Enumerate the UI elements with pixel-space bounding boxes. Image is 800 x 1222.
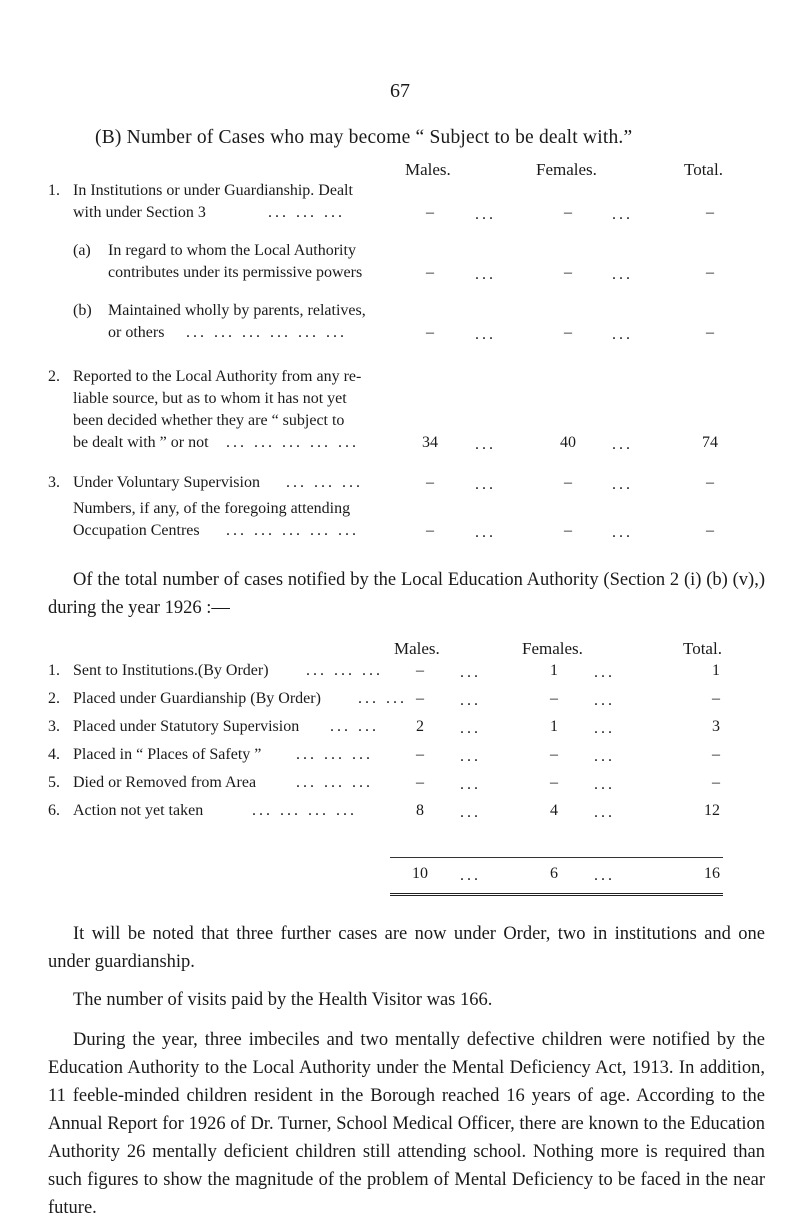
row-number: 5. [48,774,60,791]
row-label: Placed under Statutory Supervision [73,718,300,735]
value-females: 1 [550,718,558,735]
leader-dots: ... [594,664,615,681]
leader-dots: ... [612,524,633,541]
leader-dots: ... [612,326,633,343]
item-line: Maintained wholly by parents, relatives, [108,302,366,319]
leader-dots: ... [475,436,496,453]
leader-dots: ... ... ... [268,204,345,221]
leader-dots: ... [612,436,633,453]
item-number: 2. [48,368,60,385]
item-line: be dealt with ” or not [73,434,209,451]
leader-dots: ... [460,664,481,681]
value-males: 8 [416,802,424,819]
totals-rule-top [390,857,723,858]
leader-dots: ... ... ... [296,746,373,763]
header-females: Females. [536,160,597,179]
value-females: – [564,264,572,281]
value-females: – [564,204,572,221]
leader-dots: ... [460,867,481,884]
item-line: Under Voluntary Supervision [73,474,260,491]
leader-dots: ... [460,692,481,709]
leader-dots: ... [475,476,496,493]
row-label: Action not yet taken [73,802,204,819]
leader-dots: ... [594,804,615,821]
leader-dots: ... [612,206,633,223]
page-number: 67 [390,80,410,102]
item-line: Numbers, if any, of the foregoing attending [73,500,351,517]
leader-dots: ... ... ... ... ... [226,434,359,451]
header-males: Males. [394,639,440,658]
item-number: 3. [48,474,60,491]
leader-dots: ... ... [358,690,407,707]
leader-dots: ... [612,476,633,493]
leader-dots: ... [475,524,496,541]
header-total: Total. [684,160,723,179]
value-females: 40 [560,434,576,451]
value-males: – [426,522,434,539]
leader-dots: ... [612,266,633,283]
notified-intro: Of the total number of cases notified by the Local Education Authority (Section 2 (i) (b) (v),) during the year 1926 :— [48,570,765,618]
leader-dots: ... [460,804,481,821]
value-males: – [426,324,434,341]
totals-rule-bottom [390,893,723,896]
value-total: – [706,204,714,221]
value-males: 2 [416,718,424,735]
value-females: 4 [550,802,558,819]
paragraph-mental-deficiency: During the year, three imbeciles and two mentally defective children were notified by the Education Authority to the Local Authority under the Mental Deficiency Act, 1913. In addition, 11 feeble-minded children resident in the Borough reached 16 years of age. According to the Annual Report for 1926 of Dr. Turner, School Medical Officer, there are known to the Education Authority 26 mentally deficient children still attending school. Nothing more is required than such figures to show the magnitude of the problem of Mental Deficiency to be faced in the near future. [48,1030,765,1218]
row-number: 3. [48,718,60,735]
leader-dots: ... ... ... ... ... ... [186,324,347,341]
row-label: Placed under Guardianship (By Order) [73,690,321,707]
value-males: – [426,264,434,281]
leader-dots: ... ... ... ... [252,802,357,819]
leader-dots: ... [460,720,481,737]
leader-dots: ... ... [330,718,379,735]
value-females: 1 [550,662,558,679]
value-females: – [550,746,558,763]
value-females: – [550,690,558,707]
row-label: Died or Removed from Area [73,774,257,791]
section-b-title: (B) Number of Cases who may become “ Subject to be dealt with.” [95,127,633,148]
value-males: – [416,662,424,679]
leader-dots: ... [594,748,615,765]
row-label: Sent to Institutions.(By Order) [73,662,269,679]
item-number: (b) [73,302,92,319]
leader-dots: ... [475,266,496,283]
row-number: 4. [48,746,60,763]
leader-dots: ... ... ... [286,474,363,491]
value-total: – [706,324,714,341]
value-females: – [564,522,572,539]
leader-dots: ... ... ... [296,774,373,791]
value-total: – [712,746,720,763]
value-males: – [426,204,434,221]
leader-dots: ... ... ... ... ... [226,522,359,539]
leader-dots: ... [475,206,496,223]
value-females: – [564,474,572,491]
leader-dots: ... [594,776,615,793]
value-total: – [706,264,714,281]
item-line: with under Section 3 [73,204,206,221]
header-females: Females. [522,639,583,658]
item-number: (a) [73,242,91,259]
item-number: 1. [48,182,60,199]
row-number: 2. [48,690,60,707]
leader-dots: ... [460,776,481,793]
value-males: – [426,474,434,491]
value-females: – [564,324,572,341]
value-total: 12 [704,802,720,819]
item-line: Occupation Centres [73,522,200,539]
value-total: 74 [702,434,718,451]
value-males: 34 [422,434,438,451]
item-line: been decided whether they are “ subject to [73,412,345,429]
leader-dots: ... [460,748,481,765]
leader-dots: ... [594,720,615,737]
value-total: – [706,522,714,539]
leader-dots: ... [475,326,496,343]
item-line: Reported to the Local Authority from any re- [73,368,362,385]
total-total: 16 [704,865,720,882]
header-males: Males. [405,160,451,179]
paragraph-further-cases: It will be noted that three further cases are now under Order, two in institutions and one under guardianship. [48,924,765,972]
value-total: 3 [712,718,720,735]
header-total: Total. [683,639,722,658]
value-males: – [416,690,424,707]
row-number: 1. [48,662,60,679]
value-males: – [416,746,424,763]
value-total: – [706,474,714,491]
leader-dots: ... [594,692,615,709]
item-line: contributes under its permissive powers [108,264,363,281]
row-label: Placed in “ Places of Safety ” [73,746,262,763]
paragraph-visits: The number of visits paid by the Health Visitor was 166. [73,990,493,1010]
value-total: – [712,690,720,707]
value-males: – [416,774,424,791]
item-line: liable source, but as to whom it has not yet [73,390,347,407]
leader-dots: ... ... ... [306,662,383,679]
leader-dots: ... [594,867,615,884]
value-total: 1 [712,662,720,679]
value-females: – [550,774,558,791]
item-line: In Institutions or under Guardianship. Dealt [73,182,353,199]
value-total: – [712,774,720,791]
total-males: 10 [412,865,428,882]
total-females: 6 [550,865,558,882]
row-number: 6. [48,802,60,819]
item-line: In regard to whom the Local Authority [108,242,356,259]
item-line: or others [108,324,165,341]
